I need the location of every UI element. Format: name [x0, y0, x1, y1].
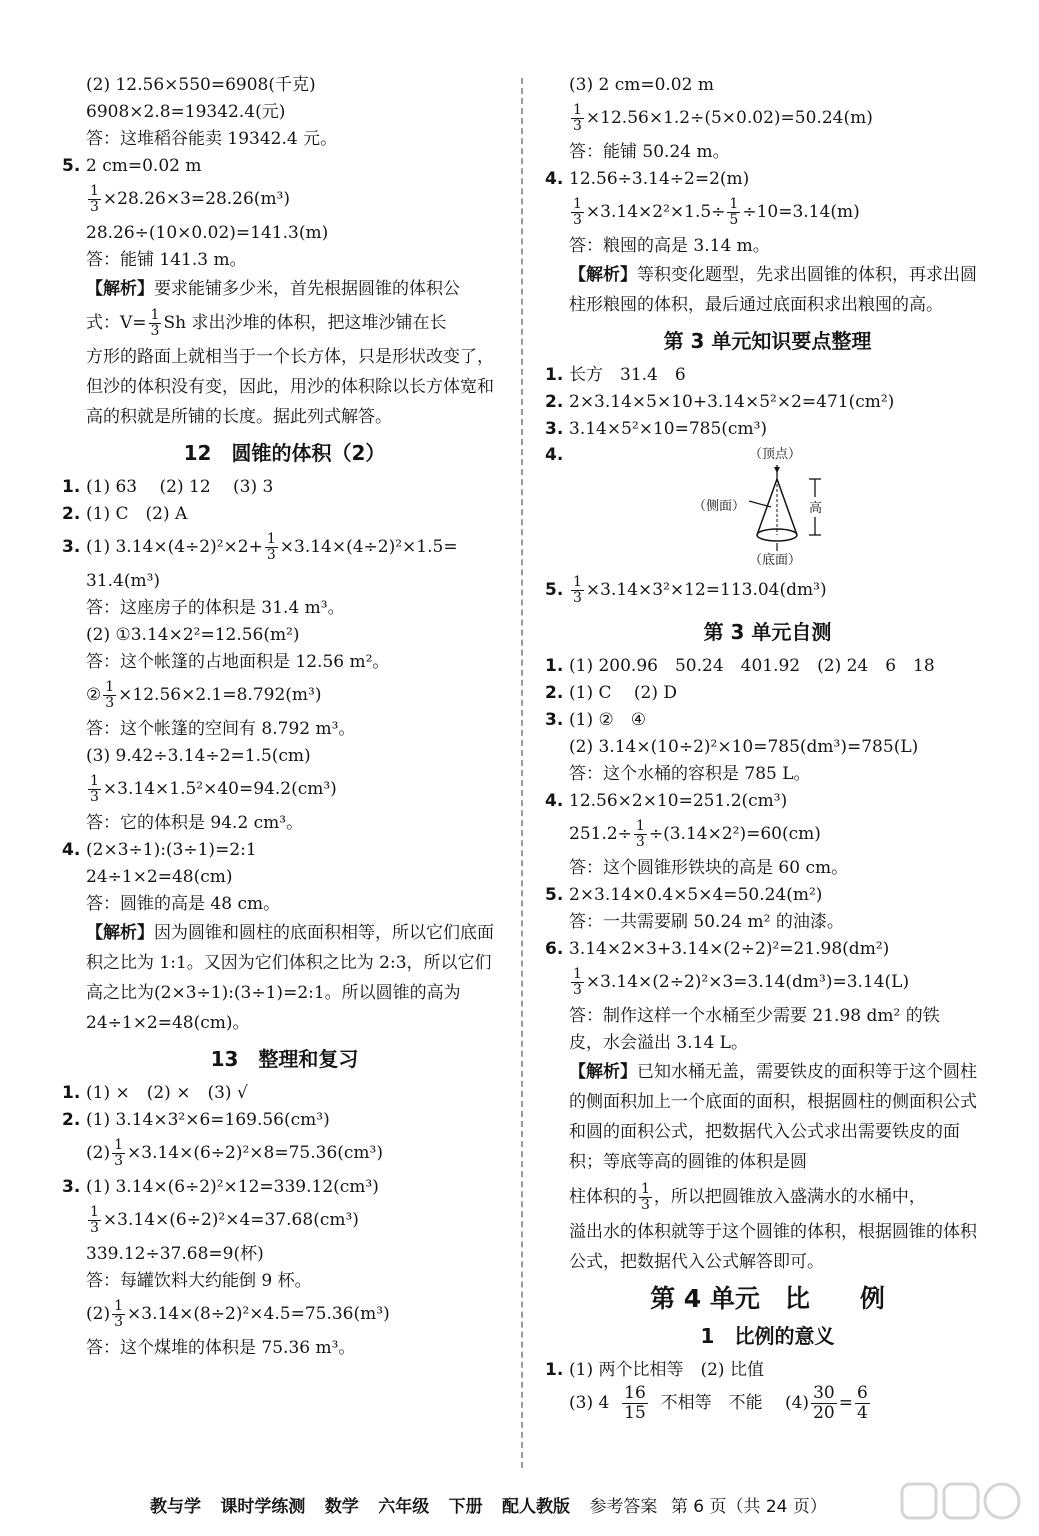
fraction-16-15: $\frac{16}{15}$	[624, 1383, 646, 1423]
answer-line: ×28.26×3=28.26(m³)	[102, 189, 291, 209]
question-number: 4.	[545, 169, 564, 189]
question-number: 6.	[545, 939, 564, 959]
answer-line: 不相等 不能 (4)	[660, 1393, 810, 1413]
question-number: 3.	[545, 710, 564, 730]
analysis-tag: 【解析】	[86, 923, 154, 943]
footer-volume: 下册	[448, 1497, 483, 1517]
answer-line: 答：这个帐篷的占地面积是 12.56 m²。	[86, 652, 390, 672]
question-number: 2.	[62, 504, 81, 524]
answer-line: ×12.56×2.1=8.792(m³)	[118, 685, 322, 705]
question-number: 1.	[545, 1360, 564, 1380]
answer-line: 答：这个帐篷的空间有 8.792 m³。	[86, 719, 356, 739]
answer-line: 28.26÷(10×0.02)=141.3(m)	[86, 223, 329, 243]
answer-line: 6908×2.8=19342.4(元)	[86, 102, 286, 122]
answer-line: (1) C (2) A	[86, 504, 188, 524]
section-title: 12 圆锥的体积（2）	[183, 441, 386, 465]
cone-base-label: （底面）	[749, 553, 802, 568]
left-column	[62, 72, 507, 1362]
answer-line: 答：这座房子的体积是 31.4 m³。	[86, 598, 345, 618]
answer-line: (3) 4	[569, 1393, 610, 1413]
footer-edition: 配人教版	[502, 1497, 571, 1517]
answer-line: ×3.14×2²×1.5÷	[585, 202, 726, 222]
fraction-one-third: $\frac{1}{3}$	[90, 773, 99, 805]
answer-line: 12.56÷3.14÷2=2(m)	[569, 169, 750, 189]
question-number: 4.	[545, 445, 564, 465]
answer-line: (1) 3.14×(6÷2)²×12=339.12(cm³)	[86, 1177, 379, 1197]
fraction-one-third: $\frac{1}{3}$	[266, 531, 276, 563]
section-title: 第 3 单元知识要点整理	[663, 329, 872, 353]
answer-line: (2) 3.14×(10÷2)²×10=785(dm³)=785(L)	[569, 737, 919, 757]
analysis-text: 已知水桶无盖，需要铁皮的面积等于这个圆柱的侧面积加上一个底面的面积，根据圆柱的侧面积公式和圆的面积公式，把数据代入公式求出需要铁皮的面积；等底等高的圆锥的体积是圆	[569, 1062, 977, 1172]
answer-line: ×3.14×(8÷2)²×4.5=75.36(m³)	[127, 1304, 390, 1324]
answer-line: 答：制作这样一个水桶至少需要 21.98 dm² 的铁	[569, 1006, 940, 1026]
question-number: 3.	[62, 1177, 81, 1197]
unit-title: 第 4 单元 比 例	[650, 1284, 885, 1313]
section-title: 1 比例的意义	[700, 1324, 835, 1348]
fraction-one-third: $\frac{1}{3}$	[90, 1204, 99, 1236]
question-number: 5.	[62, 156, 81, 176]
question-number: 1.	[62, 477, 81, 497]
question-number: 2.	[545, 683, 564, 703]
section-title: 13 整理和复习	[210, 1047, 359, 1071]
page-footer	[150, 1492, 835, 1517]
answer-line: (2) 12.56×550=6908(千克)	[86, 75, 316, 95]
fraction-one-third: $\frac{1}{3}$	[641, 1181, 650, 1213]
analysis-text: 因为圆锥和圆柱的底面积相等，所以它们底面积之比为 1:1。又因为它们体积之比为 2:3，所以它们高之比为(2×3÷1):(3÷1)=2:1。所以圆锥的高为 24÷1×2=48(cm)。	[86, 923, 494, 1033]
answer-line: (1) 200.96 50.24 401.92 (2) 24 6 18	[569, 656, 935, 676]
answer-line: ×3.14×(4÷2)²×1.5=	[279, 537, 458, 557]
analysis-tag: 【解析】	[569, 265, 637, 285]
answer-line: 答：能铺 141.3 m。	[86, 250, 247, 270]
analysis-text: Sh 求出沙堆的体积，把这堆沙铺在长	[163, 313, 447, 333]
answer-line: 答：这个煤堆的体积是 75.36 m³。	[86, 1338, 356, 1358]
answer-line: 2 cm=0.02 m	[86, 156, 202, 176]
analysis-text: ，所以把圆锥放入盛满水的水桶中，	[653, 1187, 926, 1207]
column-divider	[521, 78, 523, 1468]
equals-sign: =	[838, 1393, 853, 1413]
answer-line: ×3.14×3²×12=113.04(dm³)	[585, 580, 827, 600]
answer-line: (1) 两个比相等 (2) 比值	[569, 1360, 764, 1380]
answer-line: 答：一共需要刷 50.24 m² 的油漆。	[569, 912, 844, 932]
answer-line: (1) ② ④	[569, 710, 646, 730]
fraction-one-third: $\frac{1}{3}$	[105, 679, 115, 711]
answer-line: 答：每罐饮料大约能倒 9 杯。	[86, 1271, 312, 1291]
answer-line: (1) C (2) D	[569, 683, 678, 703]
analysis-text: 式：V=	[86, 313, 147, 333]
question-number: 1.	[545, 656, 564, 676]
answer-line: 339.12÷37.68=9(杯)	[86, 1244, 264, 1264]
answer-line: 皮，水会溢出 3.14 L。	[569, 1033, 748, 1053]
answer-line: 12.56×2×10=251.2(cm³)	[569, 791, 788, 811]
answer-line: ×12.56×1.2÷(5×0.02)=50.24(m)	[585, 108, 873, 128]
answer-line: ×3.14×(2÷2)²×3=3.14(dm³)=3.14(L)	[585, 972, 910, 992]
question-number: 5.	[545, 580, 564, 600]
answer-line: ×3.14×1.5²×40=94.2(cm³)	[102, 779, 337, 799]
question-number: 1.	[545, 365, 564, 385]
question-number: 2.	[62, 1110, 81, 1130]
question-number: 2.	[545, 392, 564, 412]
fraction-one-third: $\frac{1}{3}$	[573, 102, 582, 134]
answer-line: (2)	[86, 1304, 111, 1324]
question-number: 4.	[545, 791, 564, 811]
answer-line: (1) 3.14×(4÷2)²×2+	[86, 537, 263, 557]
footer-grade: 六年级	[378, 1497, 430, 1517]
answer-line: 答：能铺 50.24 m。	[569, 142, 730, 162]
answer-line: ÷(3.14×2²)=60(cm)	[648, 824, 821, 844]
fraction-one-third: $\frac{1}{3}$	[635, 818, 645, 850]
answer-line: 251.2÷	[569, 824, 632, 844]
analysis-text: 溢出水的体积就等于这个圆锥的体积，根据圆锥的体积公式，把数据代入公式解答即可。	[569, 1222, 977, 1272]
analysis-text: 柱体积的	[569, 1187, 637, 1207]
answer-line: 答：这个水桶的容积是 785 L。	[569, 764, 811, 784]
footer-brand: 教与学	[150, 1497, 201, 1517]
question-number: 4.	[62, 840, 81, 860]
question-number: 1.	[62, 1083, 81, 1103]
answer-line: ×3.14×(6÷2)²×8=75.36(cm³)	[127, 1143, 384, 1163]
cone-apex-label: （顶点）	[749, 447, 802, 462]
answer-line: (2×3÷1):(3÷1)=2:1	[86, 840, 257, 860]
answer-line: 答：粮囤的高是 3.14 m。	[569, 236, 770, 256]
fraction-one-third: $\frac{1}{3}$	[114, 1137, 124, 1169]
fraction-one-third: $\frac{1}{3}$	[114, 1298, 124, 1330]
question-number: 3.	[545, 419, 564, 439]
answer-line: 2×3.14×0.4×5×4=50.24(m²)	[569, 885, 823, 905]
answer-line: 答：这堆稻谷能卖 19342.4 元。	[86, 129, 338, 149]
fraction-one-third: $\frac{1}{3}$	[90, 183, 99, 215]
footer-series: 课时学练测	[220, 1497, 306, 1517]
answer-line: 3.14×5²×10=785(cm³)	[569, 419, 768, 439]
answer-line: 2×3.14×5×10+3.14×5²×2=471(cm²)	[569, 392, 895, 412]
answer-line: (3) 2 cm=0.02 m	[569, 75, 714, 95]
cone-side-label: （侧面）	[693, 499, 746, 514]
page-number: 第 6 页（共 24 页）	[670, 1497, 827, 1517]
answer-line: (1) 63 (2) 12 (3) 3	[86, 477, 274, 497]
fraction-one-third: $\frac{1}{3}$	[150, 307, 160, 339]
fraction-6-4: $\frac{6}{4}$	[856, 1383, 868, 1423]
answer-line: 24÷1×2=48(cm)	[86, 867, 233, 887]
answer-line: 答：它的体积是 94.2 cm³。	[86, 813, 304, 833]
analysis-tag: 【解析】	[86, 279, 154, 299]
answer-line: 答：圆锥的高是 48 cm。	[86, 894, 281, 914]
right-column	[545, 72, 990, 1424]
answer-line: 31.4(m³)	[86, 571, 161, 591]
answer-line: (2) ①3.14×2²=12.56(m²)	[86, 625, 300, 645]
analysis-text: 等积变化题型，先求出圆锥的体积，再求出圆柱形粮囤的体积，最后通过底面积求出粮囤的高。	[569, 265, 977, 315]
analysis-tag: 【解析】	[569, 1062, 637, 1082]
fraction-one-fifth: $\frac{1}{5}$	[729, 196, 739, 228]
fraction-30-20: $\frac{30}{20}$	[813, 1383, 835, 1423]
cone-diagram	[545, 445, 990, 567]
watermark-logo	[898, 1478, 1028, 1530]
section-title: 第 3 单元自测	[703, 620, 832, 644]
answer-line: ②	[86, 685, 102, 705]
question-number: 5.	[545, 885, 564, 905]
question-number: 3.	[62, 537, 81, 557]
answer-line: (3) 9.42÷3.14÷2=1.5(cm)	[86, 746, 311, 766]
footer-subject: 数学	[324, 1497, 359, 1517]
answer-line: ÷10=3.14(m)	[742, 202, 860, 222]
answer-line: 3.14×2×3+3.14×(2÷2)²=21.98(dm²)	[569, 939, 890, 959]
fraction-one-third: $\frac{1}{3}$	[573, 966, 582, 998]
fraction-one-third: $\frac{1}{3}$	[573, 196, 582, 228]
cone-height-label: 高	[809, 501, 823, 516]
answer-line: 答：这个圆锥形铁块的高是 60 cm。	[569, 858, 849, 878]
answer-line: (1) 3.14×3²×6=169.56(cm³)	[86, 1110, 330, 1130]
answer-line: (1) × (2) × (3) √	[86, 1083, 248, 1103]
analysis-text: 要求能铺多少米，首先根据圆锥的体积公	[154, 279, 460, 299]
footer-answers-label: 参考答案	[589, 1497, 658, 1517]
fraction-one-third: $\frac{1}{3}$	[573, 574, 582, 606]
answer-line: 长方 31.4 6	[569, 365, 686, 385]
analysis-text: 方形的路面上就相当于一个长方体，只是形状改变了，但沙的体积没有变，因此，用沙的体积除以长方体宽和高的积就是所铺的长度。据此列式解答。	[86, 347, 494, 427]
answer-line: (2)	[86, 1143, 111, 1163]
answer-line: ×3.14×(6÷2)²×4=37.68(cm³)	[102, 1210, 359, 1230]
